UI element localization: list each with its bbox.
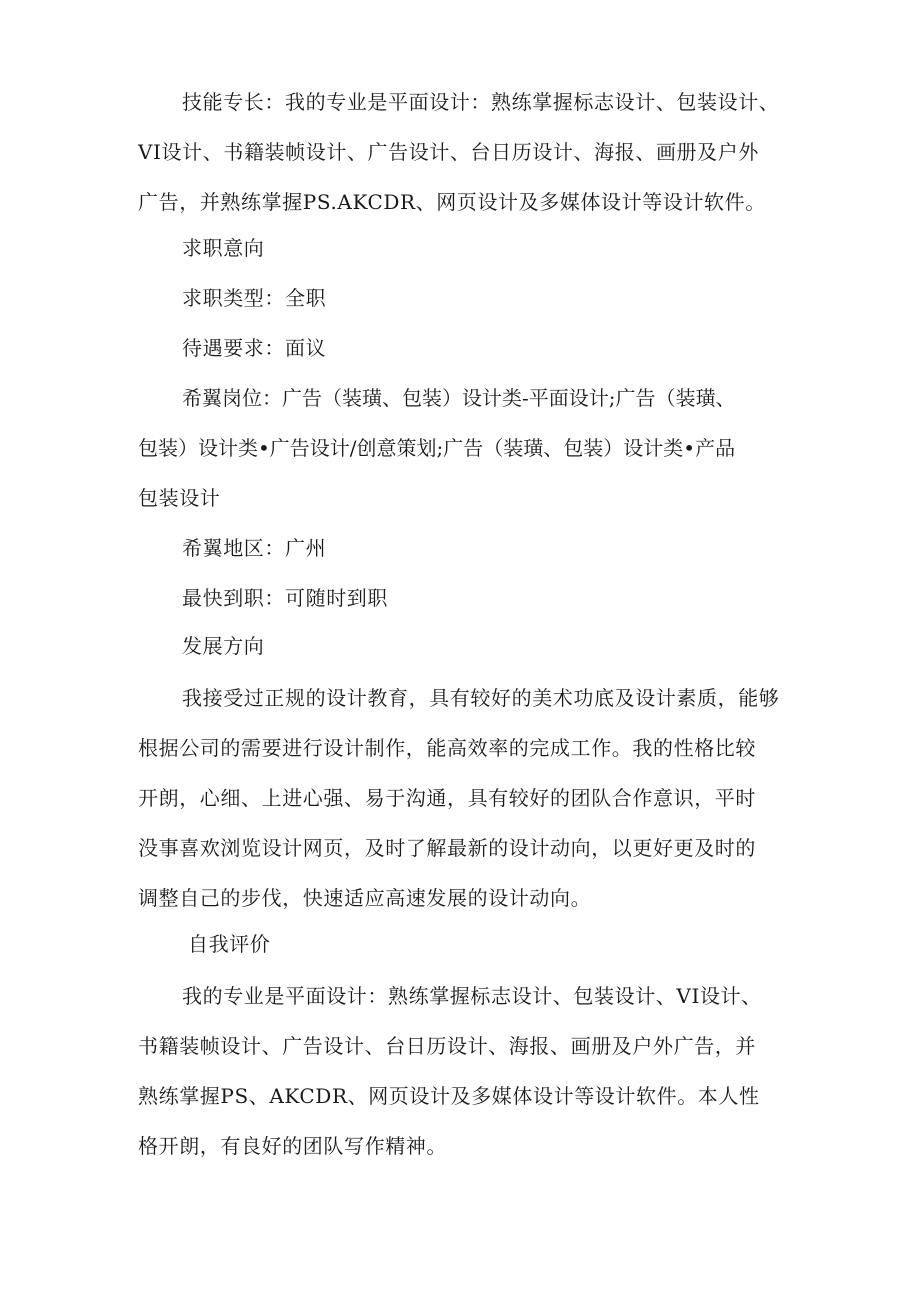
section-heading-job-intention: 求职意向 <box>182 236 265 260</box>
development-line-2: 根据公司的需要进行设计制作，能高效率的完成工作。我的性格比较 <box>138 736 756 760</box>
skills-line-1: 技能专长：我的专业是平面设计：熟练掌握标志设计、包装设计、 <box>182 90 780 114</box>
section-heading-development: 发展方向 <box>182 634 265 658</box>
desired-position-line-1: 希翼岗位：广告（装璜、包装）设计类-平面设计;广告（装璜、 <box>182 386 736 410</box>
desired-region-line: 希翼地区：广州 <box>182 536 327 560</box>
salary-line: 待遇要求：面议 <box>182 336 327 360</box>
self-evaluation-line-2: 书籍装帧设计、广告设计、台日历设计、海报、画册及户外广告，并 <box>138 1034 756 1058</box>
desired-position-line-2: 包装）设计类•广告设计/创意策划;广告（装璜、包装）设计类•产品 <box>138 436 736 460</box>
desired-position-line-3: 包装设计 <box>138 486 221 510</box>
development-line-4: 没事喜欢浏览设计网页，及时了解最新的设计动向，以更好更及时的 <box>138 836 756 860</box>
skills-line-3: 广告，并熟练掌握PS.AKCDR、网页设计及多媒体设计等设计软件。 <box>138 190 766 214</box>
development-line-5: 调整自己的步伐，快速适应高速发展的设计动向。 <box>138 886 592 910</box>
development-line-1: 我接受过正规的设计教育，具有较好的美术功底及设计素质，能够 <box>182 686 780 710</box>
section-heading-self-evaluation: 自我评价 <box>188 932 271 956</box>
development-line-3: 开朗，心细、上进心强、易于沟通，具有较好的团队合作意识，平时 <box>138 786 756 810</box>
job-type-line: 求职类型：全职 <box>182 286 327 310</box>
self-evaluation-line-1: 我的专业是平面设计：熟练掌握标志设计、包装设计、VI设计、 <box>182 984 762 1008</box>
skills-line-2: VI设计、书籍装帧设计、广告设计、台日历设计、海报、画册及户外 <box>138 140 759 164</box>
self-evaluation-line-4: 格开朗，有良好的团队写作精神。 <box>138 1134 447 1158</box>
self-evaluation-line-3: 熟练掌握PS、AKCDR、网页设计及多媒体设计等设计软件。本人性 <box>138 1084 760 1108</box>
start-date-line: 最快到职：可随时到职 <box>182 586 388 610</box>
